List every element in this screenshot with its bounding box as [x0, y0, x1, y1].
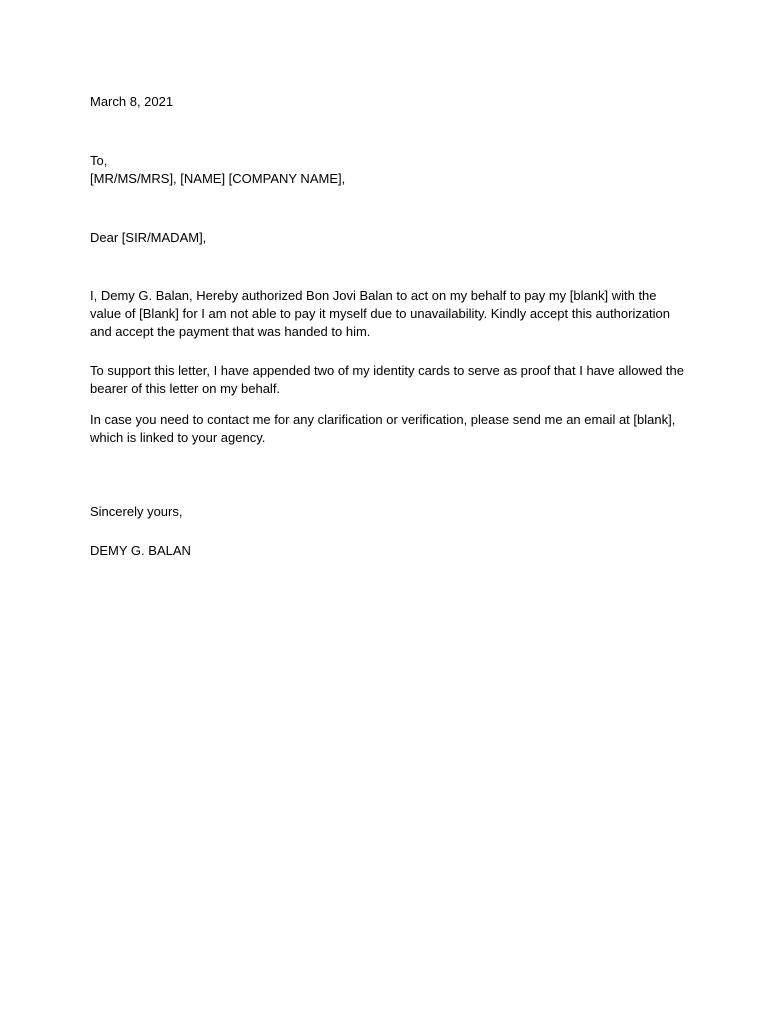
- signature-name: DEMY G. BALAN: [90, 543, 191, 558]
- body-paragraph-contact: In case you need to contact me for any clarification or verification, please send me an email at [blank], which is linked to your agency.: [90, 412, 676, 445]
- closing: Sincerely yours,: [90, 504, 183, 519]
- body-paragraph-identity-cards: To support this letter, I have appended two of my identity cards to serve as proof that I have allowed the bearer of this letter on my behalf.: [90, 363, 685, 396]
- salutation: Dear [SIR/MADAM],: [90, 230, 207, 245]
- recipient-address: [MR/MS/MRS], [NAME] [COMPANY NAME],: [90, 171, 346, 186]
- body-paragraph-authorization: I, Demy G. Balan, Hereby authorized Bon Jovi Balan to act on my behalf to pay my [blank] with the value of [Blank] for I am not able to pay it myself due to unavailability. Kindly accept this authorization and accept the payment that was handed to him.: [90, 288, 671, 339]
- recipient-to-line: To,: [90, 153, 108, 168]
- letter-date: March 8, 2021: [90, 94, 174, 109]
